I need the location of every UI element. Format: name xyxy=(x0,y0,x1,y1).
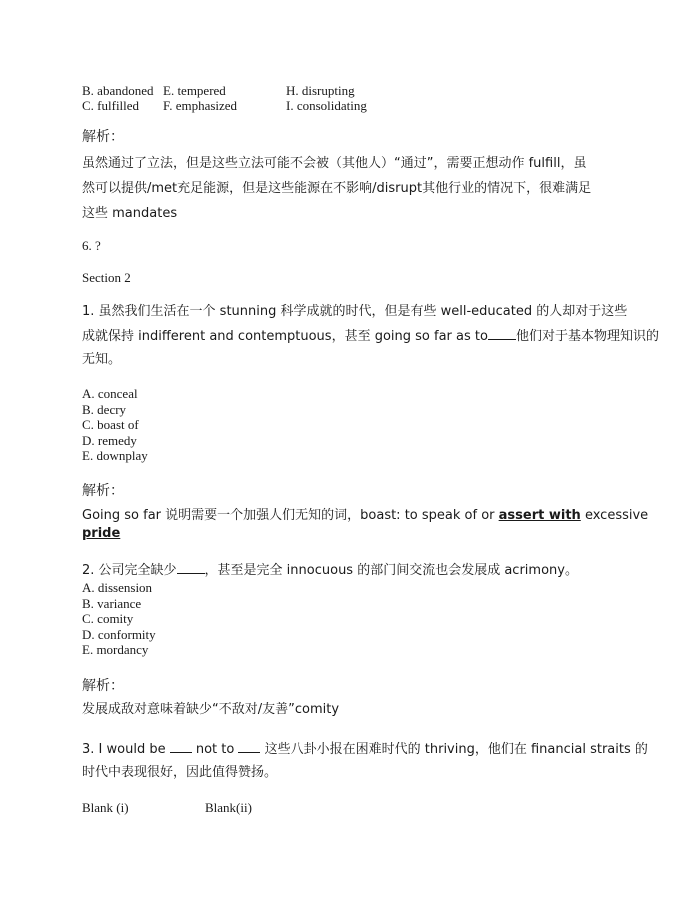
blank-ii-label: Blank(ii) xyxy=(205,800,252,815)
answer-blank xyxy=(488,327,516,340)
analysis-heading: 解析： xyxy=(82,678,124,694)
question-1-options xyxy=(82,386,148,464)
option-item: E. mordancy xyxy=(82,642,149,657)
analysis-text-line: 这些 mandates xyxy=(82,206,178,221)
option-b-abandoned: B. abandoned xyxy=(82,83,154,98)
question-2-options xyxy=(82,580,156,658)
question-1-stem xyxy=(82,327,659,346)
option-i-consolidating: I. consolidating xyxy=(286,98,367,113)
stem-text: not to xyxy=(195,742,235,757)
answer-blank xyxy=(177,561,205,574)
stem-text: ，甚至是完全 innocuous 的部门间交流也会发展成 acrimony。 xyxy=(204,563,578,578)
stem-text: 这些八卦小报在困难时代的 thriving，他们在 financial straits 的 xyxy=(264,742,648,757)
stem-text: 成就保持 indifferent and contemptuous，甚至 going so far as to xyxy=(82,329,488,344)
stem-text: 3. I would be xyxy=(82,742,166,757)
analysis-heading: 解析： xyxy=(82,483,124,499)
option-item: C. boast of xyxy=(82,417,139,432)
stem-text: 2. 公司完全缺少 xyxy=(82,563,177,578)
option-e-tempered: E. tempered xyxy=(163,83,226,98)
option-item: A. conceal xyxy=(82,386,138,401)
option-h-disrupting: H. disrupting xyxy=(286,83,355,98)
analysis-emphasis: assert with xyxy=(498,508,581,523)
option-item: B. variance xyxy=(82,595,142,611)
blank-i-label: Blank (i) xyxy=(82,800,129,815)
option-item: B. decry xyxy=(82,401,127,417)
analysis-emphasis: pride xyxy=(82,526,121,541)
option-item: C. comity xyxy=(82,611,134,626)
option-item: A. dissension xyxy=(82,580,153,595)
section-heading: Section 2 xyxy=(82,270,131,285)
option-item: D. remedy xyxy=(82,432,137,448)
stem-text: 他们对于基本物理知识的 xyxy=(515,329,659,344)
question-3-stem: 时代中表现很好，因此值得赞扬。 xyxy=(82,765,278,780)
analysis-text: excessive xyxy=(584,508,649,523)
analysis-text-line: 虽然通过了立法，但是这些立法可能不会被（其他人）“通过”，需要正想动作 fulfill，虽 xyxy=(82,156,587,171)
option-item: E. downplay xyxy=(82,448,148,463)
question-1-stem: 无知。 xyxy=(82,352,122,367)
analysis-text: Going so far 说明需要一个加强人们无知的词，boast: to speak of or xyxy=(82,508,495,523)
question-6-label: 6. ? xyxy=(82,238,101,253)
answer-blank-ii xyxy=(238,740,260,753)
question-2-stem xyxy=(82,561,578,580)
answer-blank-i xyxy=(170,740,192,753)
question-1-stem: 1. 虽然我们生活在一个 stunning 科学成就的时代，但是有些 well-educated 的人却对于这些 xyxy=(82,304,628,319)
option-f-emphasized: F. emphasized xyxy=(163,98,238,113)
question-3-stem xyxy=(82,740,648,759)
analysis-text-line: 发展成敌对意味着缺少“不敌对/友善”comity xyxy=(82,702,340,717)
analysis-heading: 解析： xyxy=(82,129,124,145)
analysis-text-line xyxy=(82,507,648,525)
option-item: D. conformity xyxy=(82,626,156,642)
option-c-fulfilled: C. fulfilled xyxy=(82,98,140,113)
analysis-text-line: 然可以提供/met充足能源，但是这些能源在不影响/disrupt其他行业的情况下，很难满足 xyxy=(82,181,592,196)
